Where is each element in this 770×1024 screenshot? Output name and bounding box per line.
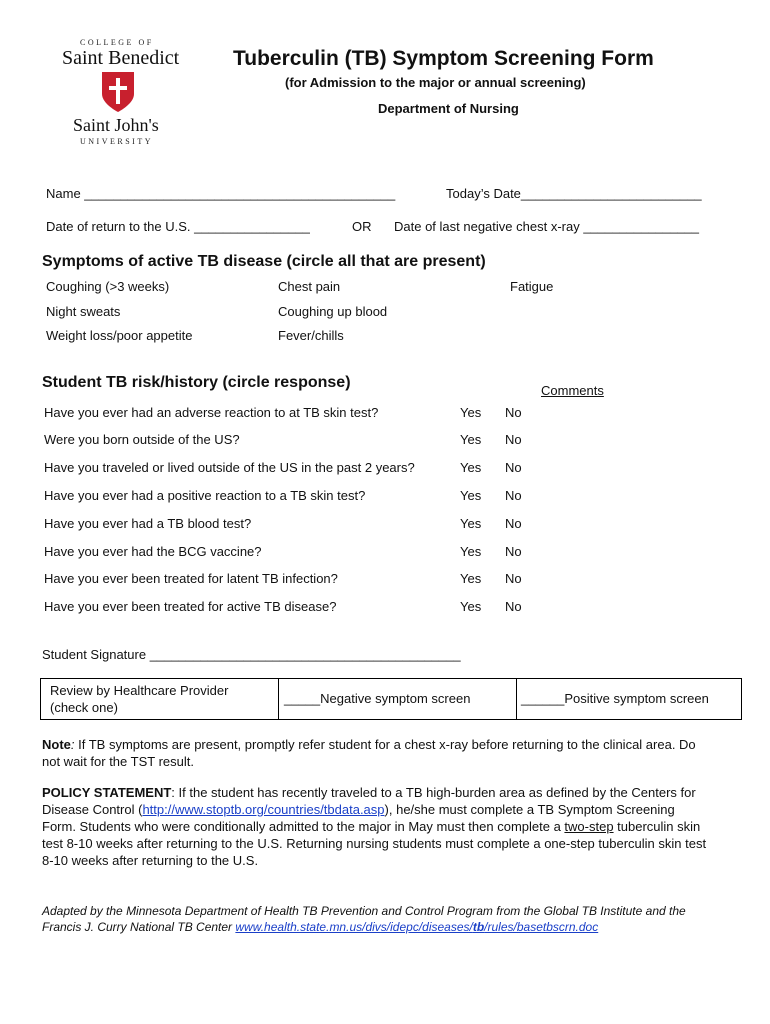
no-option[interactable]: No [505,571,522,586]
risk-question: Were you born outside of the US? [44,432,240,447]
risk-heading: Student TB risk/history (circle response) [42,374,351,391]
policy-text-a: : If the student has recently traveled to a TB high-burden area as defined by the Centers for Disease Control ( [42,785,696,817]
logo-college-of: COLLEGE OF [80,38,154,47]
policy-text-c: tuberculin skin test 8-10 weeks after returning to the U.S. Returning nursing students must complete a one-step tuberculin skin test 8-10 weeks after returning to the U.S. [42,819,707,868]
yes-option[interactable]: Yes [460,571,482,586]
yes-option[interactable]: Yes [460,405,482,420]
no-option[interactable]: No [505,599,522,614]
negative-screen-option[interactable]: _____Negative symptom screen [284,691,471,706]
note-text: If TB symptoms are present, promptly refer student for a chest x-ray before returning to the clinical area. Do not wait for the TST result. [42,737,696,769]
review-label-line2: (check one) [50,700,118,715]
date-return-field[interactable]: Date of return to the U.S. ________________ [46,219,310,234]
link-part: /rules/basetbscrn.doc [484,920,599,934]
page-title: Tuberculin (TB) Symptom Screening Form [233,47,654,70]
yes-option[interactable]: Yes [460,544,482,559]
yes-option[interactable]: Yes [460,599,482,614]
review-label-line1: Review by Healthcare Provider [50,683,229,698]
risk-question: Have you traveled or lived outside of the US in the past 2 years? [44,460,415,475]
symptom-item[interactable]: Coughing (>3 weeks) [46,279,170,294]
policy-text-b: ), he/she must complete a TB Symptom Screening Form. Students who were conditionally admitted to the major in May must then complete a [42,802,675,834]
yes-option[interactable]: Yes [460,432,482,447]
no-option[interactable]: No [505,405,522,420]
logo-university: UNIVERSITY [80,137,153,146]
symptom-item[interactable]: Fever/chills [278,328,344,343]
risk-question: Have you ever had an adverse reaction to at TB skin test? [44,405,379,420]
risk-question: Have you ever been treated for latent TB infection? [44,571,338,586]
cdc-link[interactable]: http://www.stoptb.org/countries/tbdata.asp [142,802,385,817]
policy-paragraph [42,784,710,869]
two-step-text: two-step [564,819,614,834]
footer-attribution [42,903,722,935]
yes-option[interactable]: Yes [460,460,482,475]
footer-text: Adapted by the Minnesota Department of Health TB Prevention and Control Program from the Global TB Institute and the Francis J. Curry National TB Center [42,904,686,934]
risk-question: Have you ever had a TB blood test? [44,516,252,531]
symptom-item[interactable]: Coughing up blood [278,304,388,319]
or-label: OR [352,219,372,234]
note-label: Note [42,737,71,752]
name-field[interactable]: Name ___________________________________________ [46,186,396,201]
date-xray-field[interactable]: Date of last negative chest x-ray ________________ [394,219,699,234]
note-colon: : [70,737,75,752]
no-option[interactable]: No [505,516,522,531]
link-bold-part: tb [472,920,485,934]
todays-date-field[interactable]: Today’s Date_________________________ [446,186,702,201]
link-part: www.health.state.mn.us/divs/idepc/diseases/ [235,920,473,934]
note-paragraph [42,736,702,770]
review-label-cell [41,679,279,719]
logo-saint-johns: Saint John's [73,115,159,135]
risk-question: Have you ever had a positive reaction to a TB skin test? [44,488,366,503]
mn-health-link[interactable] [235,920,598,934]
positive-screen-option[interactable]: ______Positive symptom screen [521,691,709,706]
yes-option[interactable]: Yes [460,516,482,531]
logo-saint-benedict: Saint Benedict [62,47,180,69]
shield-icon [102,72,134,112]
student-signature-field[interactable]: Student Signature ___________________________________________ [42,647,461,662]
department-label: Department of Nursing [378,101,519,116]
risk-question: Have you ever been treated for active TB disease? [44,599,337,614]
no-option[interactable]: No [505,488,522,503]
no-option[interactable]: No [505,544,522,559]
no-option[interactable]: No [505,432,522,447]
yes-option[interactable]: Yes [460,488,482,503]
symptom-item[interactable]: Night sweats [46,304,121,319]
symptom-item[interactable]: Chest pain [278,279,341,294]
symptoms-heading: Symptoms of active TB disease (circle all that are present) [42,253,486,270]
no-option[interactable]: No [505,460,522,475]
review-box [40,678,742,720]
symptom-item[interactable]: Weight loss/poor appetite [46,328,193,343]
risk-question: Have you ever had the BCG vaccine? [44,544,262,559]
negative-cell[interactable] [278,679,517,719]
comments-label: Comments [541,383,604,398]
page-subtitle: (for Admission to the major or annual screening) [285,75,586,90]
policy-label: POLICY STATEMENT [42,785,172,800]
symptom-item[interactable]: Fatigue [510,279,554,294]
